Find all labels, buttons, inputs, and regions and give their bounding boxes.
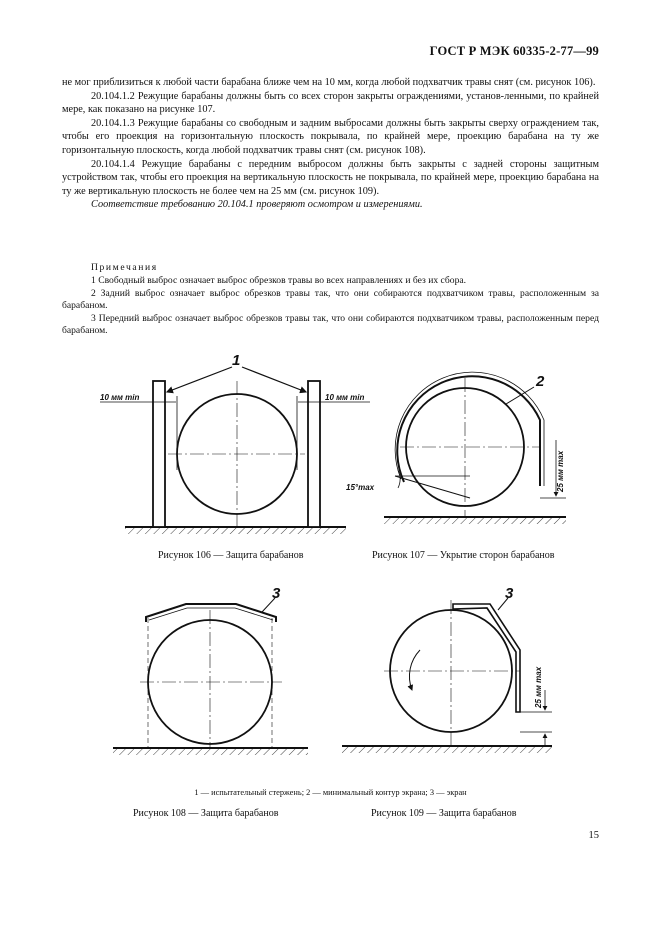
callout-1: 1 <box>232 352 241 369</box>
callout-3b: 3 <box>505 585 514 602</box>
note-item: 2 Задний выброс означает выброс обрезков травы так, что они собираются подхватчиком травы, расположенным за барабаном. <box>62 287 599 312</box>
figure-107 <box>346 372 566 524</box>
dim-label-right: 10 мм min <box>325 393 365 402</box>
caption-107: Рисунок 107 — Укрытие сторон барабанов <box>372 550 555 561</box>
dim-label-25: 25 мм max <box>556 450 565 492</box>
notes-heading: Примечания <box>91 262 158 273</box>
paragraph: не мог приблизиться к любой части барабана ближе чем на 10 мм, когда любой подхватчик травы снят (см. рисунок 106). <box>62 77 596 88</box>
callout-3: 3 <box>272 585 281 602</box>
compliance-statement: Соответствие требованию 20.104.1 проверяют осмотром и измерениями. <box>91 199 423 211</box>
note-item: 3 Передний выброс означает выброс обрезков травы так, что они собираются подхватчиком травы, расположенным перед барабаном. <box>62 312 599 337</box>
callout-2: 2 <box>536 373 545 390</box>
paragraph: 20.104.1.2 Режущие барабаны должны быть со всех сторон закрыты ограждениями, установ-ленными, по крайней мере, как показано на рисунке 107. <box>62 90 599 116</box>
figure-109 <box>342 585 552 753</box>
angle-label: 15°max <box>346 483 375 492</box>
dim-label-25b: 25 мм max <box>534 666 543 708</box>
caption-106: Рисунок 106 — Защита барабанов <box>158 550 304 561</box>
caption-108: Рисунок 108 — Защита барабанов <box>133 808 279 819</box>
paragraph: 20.104.1.3 Режущие барабаны со свободным и задним выбросами должны быть закрыты сверху ограждением так, чтобы его проекция на горизонтальную плоскость покрывала, по крайней мере, проекцию барабана на ту же горизонтальную плоскость, когда любой подхватчик травы снят (см. рисунок 108). <box>62 117 599 156</box>
paragraph: 20.104.1.4 Режущие барабаны с передним выбросом должны быть закрыты с задней стороны защитным устройством так, чтобы его проекция на вертикальную плоскость не покрывала, по крайней мере, проекцию барабана на ту же вертикальную плоскость не более чем на 25 мм (см. рисунок 109). <box>62 158 599 197</box>
page-number: 15 <box>588 830 599 841</box>
dim-label-left: 10 мм min <box>100 393 140 402</box>
caption-109: Рисунок 109 — Защита барабанов <box>371 808 517 819</box>
page-header: ГОСТ Р МЭК 60335-2-77—99 <box>429 44 599 58</box>
figure-108 <box>113 585 308 755</box>
note-item: 1 Свободный выброс означает выброс обрезков травы во всех направлениях и без их сбора. <box>91 275 467 287</box>
figure-106 <box>100 352 370 534</box>
figure-legend: 1 — испытательный стержень; 2 — минимальный контур экрана; 3 — экран <box>194 788 467 797</box>
